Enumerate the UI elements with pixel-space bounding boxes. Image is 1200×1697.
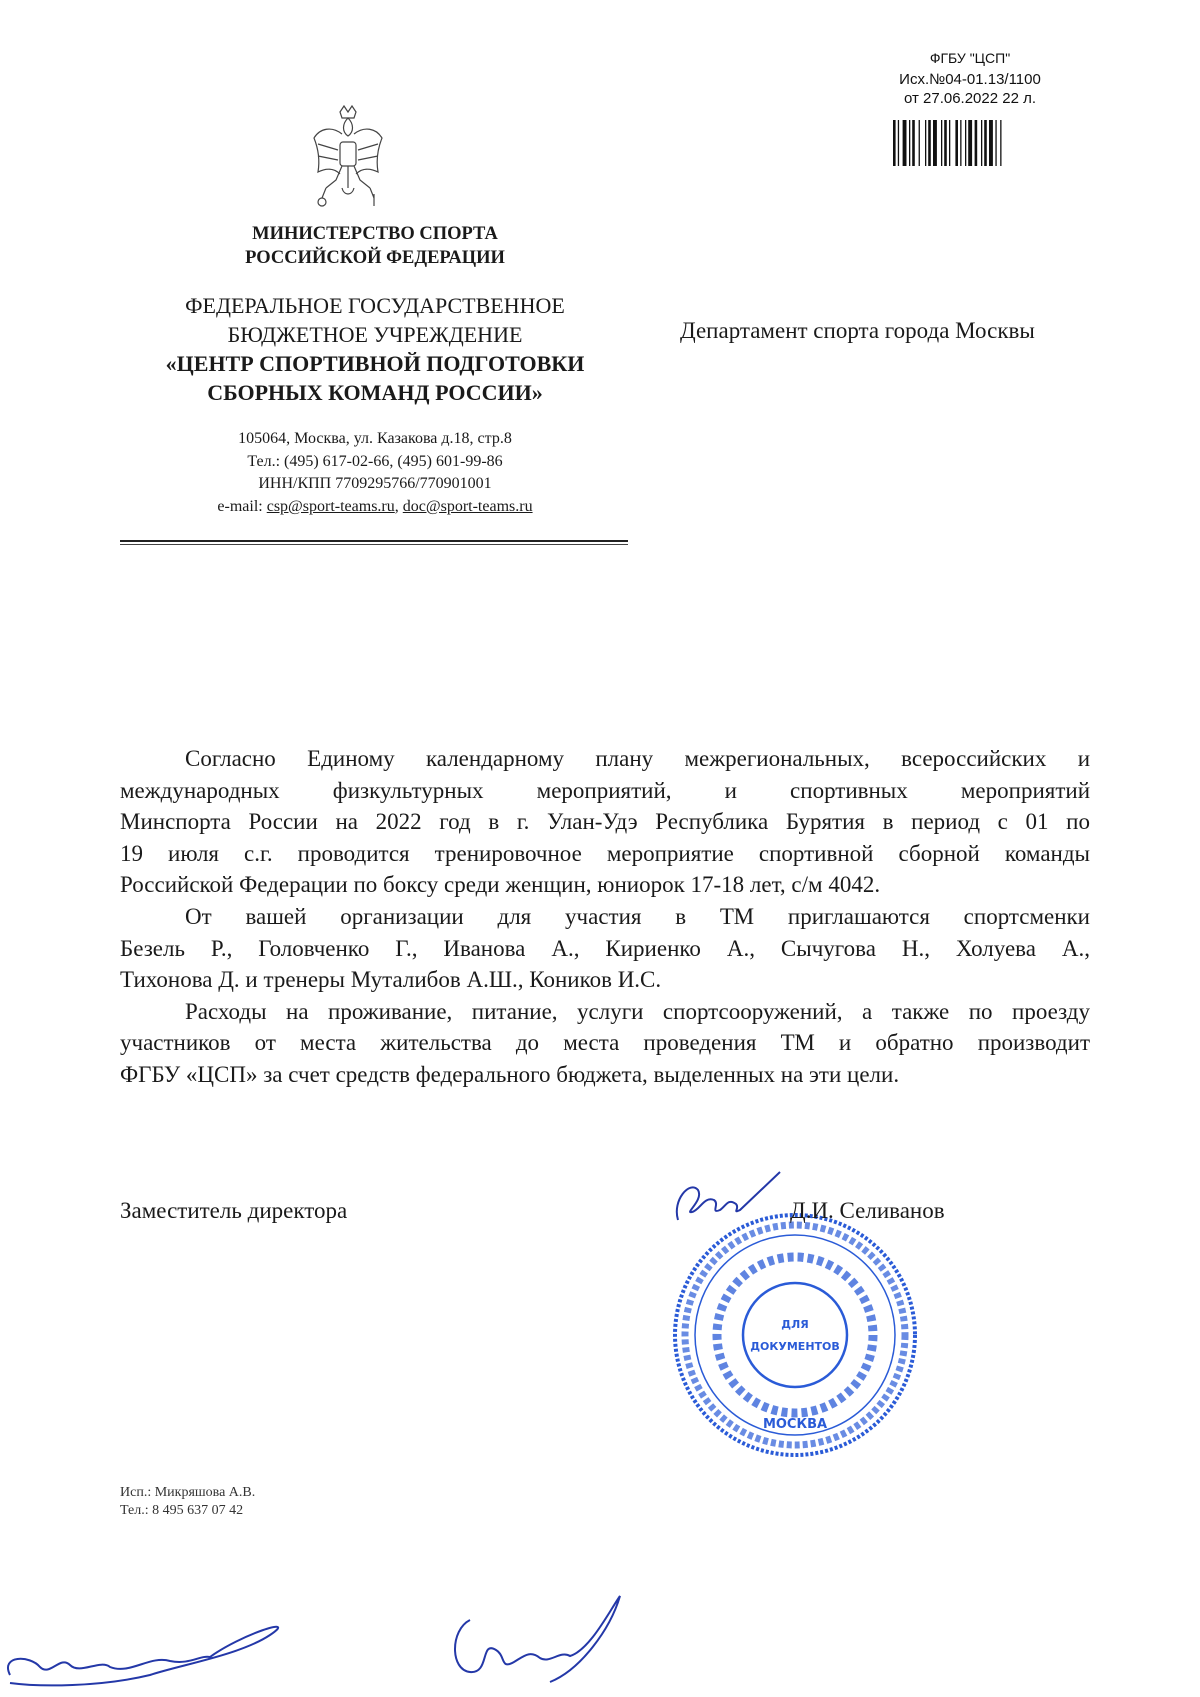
barcode [893, 120, 1041, 166]
barcode-bar [965, 120, 966, 166]
barcode-bar [975, 120, 978, 166]
stamp-city: МОСКВА [762, 1417, 828, 1432]
barcode-bar [1000, 120, 1001, 166]
body-line: 19 июля с.г. проводится тренировочное мероприятие спортивной сборной команды [120, 840, 1090, 866]
barcode-bar [960, 120, 961, 166]
barcode-bar [933, 120, 937, 166]
body-line: Согласно Единому календарному плану межрегиональных, всероссийских и [185, 746, 1090, 771]
body-line: Тихонова Д. и тренеры Муталибов А.Ш., Коников И.С. [120, 967, 662, 993]
registration-stamp [870, 50, 1070, 108]
body-line: Расходы на проживание, питание, услуги спортсооружений, а также по проезду [185, 998, 1090, 1024]
ministry-name [120, 222, 630, 270]
approval-signature-middle [440, 1590, 640, 1690]
barcode-bar [989, 120, 993, 166]
barcode-bar [968, 120, 972, 166]
institution-title-line: «ЦЕНТР СПОРТИВНОЙ ПОДГОТОВКИ [165, 351, 585, 376]
institution-line: БЮДЖЕТНОЕ УЧРЕЖДЕНИЕ [227, 322, 523, 347]
email-line [120, 496, 630, 519]
email-link-csp[interactable]: csp@sport-teams.ru [266, 497, 395, 515]
barcode-bar [909, 120, 910, 166]
registration-date: от 27.06.2022 22 л. [903, 90, 1037, 107]
barcode-bar [898, 120, 899, 166]
body-line: международных физкультурных мероприятий, и спортивных мероприятий [120, 777, 1090, 803]
institution-name [120, 291, 630, 407]
signatory-position: Заместитель директора [120, 1198, 348, 1223]
institution-title-line: СБОРНЫХ КОМАНД РОССИИ» [207, 380, 543, 405]
inn-kpp: ИНН/КПП 7709295766/770901001 [258, 475, 492, 492]
executor-phone: Тел.: 8 495 637 07 42 [120, 1503, 244, 1518]
barcode-bar [984, 120, 987, 166]
phone: Тел.: (495) 617-02-66, (495) 601-99-86 [247, 452, 503, 470]
barcode-bar [949, 120, 950, 166]
barcode-bar [995, 120, 996, 166]
barcode-bar [944, 120, 947, 166]
barcode-bar [955, 120, 958, 166]
signature-deputy [670, 1170, 790, 1230]
barcode-bar [919, 120, 920, 166]
letterhead-divider [120, 540, 628, 545]
body-line: ФГБУ «ЦСП» за счет средств федерального бюджета, выделенных на эти цели. [120, 1061, 900, 1087]
barcode-bar [903, 120, 907, 166]
official-round-stamp [670, 1210, 920, 1460]
body-line: От вашей организации для участия в ТМ приглашаются спортсменки [185, 903, 1090, 929]
coat-of-arms-emblem [312, 104, 384, 212]
contact-details [120, 428, 630, 518]
ministry-line: МИНИСТЕРСТВО СПОРТА [252, 224, 498, 244]
barcode-bar [912, 120, 915, 166]
outgoing-number: Исх.№04-01.13/1100 [899, 71, 1041, 88]
body-line: Российской Федерации по боксу среди женщин, юниорок 17-18 лет, с/м 4042. [120, 872, 881, 898]
signatory-name: Д.И. Селиванов [790, 1198, 945, 1223]
barcode-bar [893, 120, 896, 166]
institution-line: ФЕДЕРАЛЬНОЕ ГОСУДАРСТВЕННОЕ [185, 293, 565, 318]
body-line: Безель Р., Головченко Г., Иванова А., Кириенко А., Сычугова Н., Холуева А., [120, 935, 1090, 961]
recipient: Департамент спорта города Москвы [680, 318, 1035, 343]
letter-body [120, 743, 1090, 1091]
ministry-line: РОССИЙСКОЙ ФЕДЕРАЦИИ [245, 248, 505, 268]
email-link-doc[interactable]: doc@sport-teams.ru [402, 497, 533, 515]
email-label: e-mail: [217, 497, 267, 515]
registration-org: ФГБУ "ЦСП" [929, 50, 1011, 66]
executor-name: Исп.: Микряшова А.В. [120, 1485, 256, 1500]
email-separator: , [394, 497, 403, 515]
body-line: участников от места жительства до места проведения ТМ и обратно производит [120, 1030, 1090, 1056]
stamp-text: ДЛЯ [781, 1318, 809, 1331]
address: 105064, Москва, ул. Казакова д.18, стр.8 [238, 430, 512, 447]
body-line: Минспорта России на 2022 год в г. Улан-Удэ Республика Бурятия в период с 01 по [120, 809, 1090, 835]
barcode-bar [981, 120, 982, 166]
barcode-bar [925, 120, 926, 166]
stamp-text: ДОКУМЕНТОВ [750, 1340, 840, 1353]
barcode-bar [941, 120, 942, 166]
barcode-bar [928, 120, 931, 166]
executor-info [120, 1484, 255, 1520]
approval-signature-left [0, 1595, 300, 1690]
